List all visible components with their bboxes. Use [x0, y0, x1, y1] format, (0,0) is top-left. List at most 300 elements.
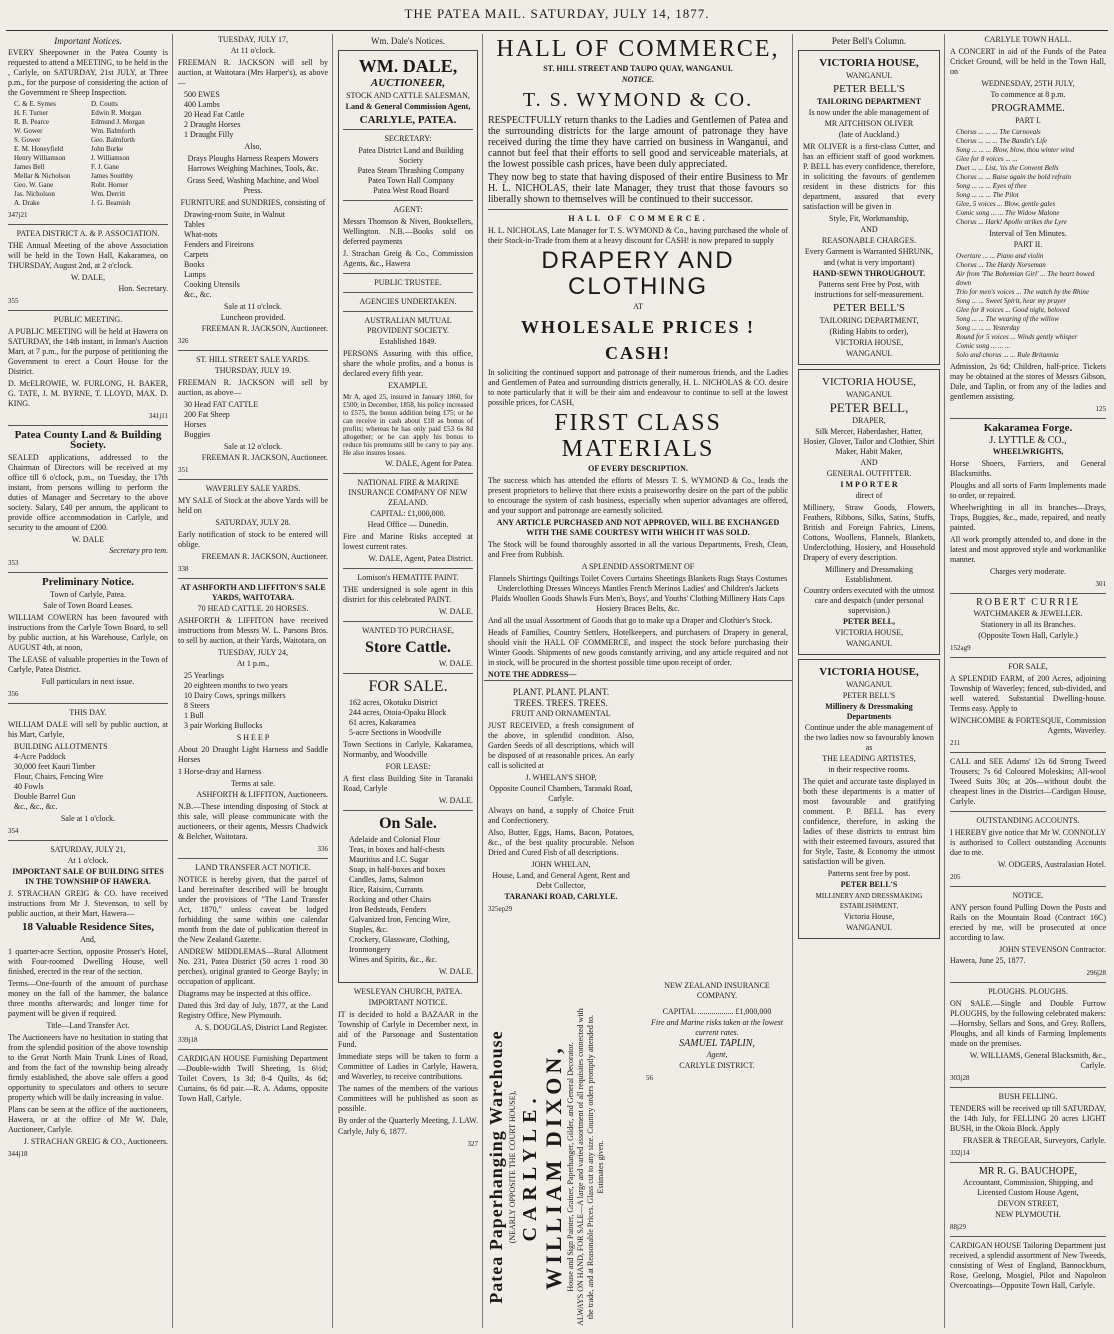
prelim-sub: Town of Carlyle, Patea. — [50, 590, 126, 599]
hall-notice: NOTICE. — [621, 75, 655, 84]
programme-item: Song ... ... Sweet Spirit, hear my prayer — [956, 297, 1067, 305]
signer-name: R. B. Pearce — [14, 118, 49, 126]
divider — [178, 1049, 328, 1050]
signer-name: F. J. Gane — [91, 163, 119, 171]
vh1-mgr2: (late of Auckland.) — [838, 130, 900, 139]
hall-text1: RESPECTFULLY return thanks to the Ladies and Gentlemen of Patea and the surrounding districts for the large amount of patronage they have received during the time they have carried on business in Wanganui, and cannot but feel that their efforts to sell good and serviceable materials, at the lowest possible cash prices, have been duly appreciated. — [488, 115, 788, 170]
ref-number: 211 — [950, 739, 961, 747]
pm-text: A PUBLIC MEETING will be held at Hawera on SATURDAY, the 14th instant, in Inman's Auction Mart, at 7 p.m., for the purpose of petitioning the Government to erect a Court House for the District. — [8, 327, 168, 376]
prelim-title: Preliminary Notice. — [41, 576, 135, 588]
vh3-dept: Millinery & Dressmaking Departments — [825, 702, 913, 721]
programme-title: PROGRAMME. — [991, 102, 1065, 114]
signer-name: H. F. Turner — [14, 109, 49, 117]
divider — [8, 572, 168, 573]
vh1-text3: Every Garment is Warranted SHRUNK, — [804, 247, 934, 256]
divider — [178, 578, 328, 579]
ref-number: 353 — [8, 559, 19, 567]
vh1-title: VICTORIA HOUSE, — [819, 57, 919, 69]
bf-sign: FRASER & TREGEAR, Surveyors, Carlyle. — [962, 1136, 1106, 1145]
imp-title: IMPORTANT SALE OF BUILDING SITES IN THE TOWNSHIP OF HAWERA. — [12, 867, 164, 886]
programme-item: Song ... ... ... Eyes of thee — [956, 182, 1027, 190]
oa-title: OUTSTANDING ACCOUNTS. — [976, 816, 1080, 825]
part1-title: PART I. — [1015, 116, 1041, 125]
amp-est: Established 1849. — [379, 337, 437, 346]
ins-capital: CAPITAL .................. £1,000,000 — [662, 1007, 772, 1016]
fs-sign: WINCHCOMBE & FORTESQUE, Commission Agents, Waverley. — [950, 716, 1106, 735]
forge-title: Kakaramea Forge. — [983, 422, 1073, 434]
note-address: NOTE THE ADDRESS— — [488, 670, 577, 679]
vh2-sign2: VICTORIA HOUSE, — [834, 628, 904, 637]
vh1-and: AND — [860, 225, 878, 234]
column-divider — [482, 34, 483, 1328]
hall-text4: In soliciting the continued support and patronage of their numerous friends, and the Ladies and Gentlemen of Patea and surrounding districts generally, H. L. NICHOLAS & CO. desire to note particularly that it will be their aim and endeavour to continue to sell at the lowest possible prices, for CASH, — [488, 368, 788, 407]
sat-title: SATURDAY, JULY 21, — [50, 845, 126, 854]
programme-item: Chorus ... ... ... The Carnovals — [956, 128, 1041, 136]
whelan-shop: J. WHELAN'S SHOP, — [525, 773, 597, 782]
hall-text2: They now beg to state that having disposed of their entire Business to Mr H. L. NICHOLAS, their late Manager, they trust that those favours so liberally shown to themselves will be continued to their successor. — [488, 172, 788, 205]
vh3-text: Continue under the able management of the two ladies now so favourably known as — [804, 723, 934, 752]
dixon-text: House and Sign Painter, Grainer, Paperhanger, Gilder, and General Decorator. — [566, 1042, 575, 1292]
assoc-text: THE Annual Meeting of the above Association will be held in the Town Hall, Kakaramea, on THURSDAY, August 2nd, at 2 o'clock. — [8, 241, 168, 270]
bau-text: Accountant, Commission, Shipping, and Licensed Custom House Agent, — [963, 1178, 1093, 1197]
signer-name: Edwin R. Morgan — [91, 109, 142, 117]
land-text: SEALED applications, addressed to the Chairman of Directors will be received at my office till 6 o'clock, p.m., on Tuesday, the 17th instant, from persons willing to perform the duties of Manager and Secretary to the above society. Salary, £40 per annum, the applicant to provide office accommodation in Carlyle, and security to the amount of £200. — [8, 453, 168, 532]
stock2-list — [184, 400, 328, 440]
programme-item: Glee for 8 voices ... Good night, beloved — [956, 306, 1070, 314]
signer-name: Jas. Nicholson — [14, 190, 55, 198]
lease-title: FOR LEASE: — [385, 762, 431, 771]
wav-title: WAVERLEY SALE YARDS. — [205, 484, 301, 493]
stock-list — [184, 90, 328, 140]
divider — [950, 1162, 1106, 1163]
signer-name: C. & E. Symes — [14, 100, 56, 108]
wes-text: IT is decided to hold a BAZAAR in the Township of Carlyle in December next, in aid of the Parsonage and Sustentation Fund. — [338, 1010, 478, 1049]
vh3-sign4: WANGANUI. — [846, 923, 892, 932]
tue-title: TUESDAY, JULY 17, — [217, 35, 289, 44]
programme-item: Trio for men's voices ... The watch by the Rhine — [956, 288, 1089, 296]
whelan-shop2: Opposite Council Chambers, Taranaki Road, Carlyle. — [489, 784, 633, 803]
paint-text: THE undersigned is sole agent in this district for this celebrated PAINT. — [343, 585, 473, 604]
list-item: 162 acres, Okotuku District — [349, 698, 438, 707]
list-item: Buggies — [184, 430, 211, 439]
ins-role: Agent, — [706, 1050, 728, 1059]
sale-time: Sale at 11 o'clock. — [223, 302, 282, 311]
nb-text: N.B.—These intending disposing of Stock at this sale, will please communicate with the auctioneers, or their agents, Messrs Chadwick & Belcher, Waitotara. — [178, 802, 328, 841]
thisday-title: THIS DAY. — [69, 708, 107, 717]
prelim-sub2: Sale of Town Board Leases. — [43, 601, 133, 610]
amp-sign: W. DALE, Agent for Patea. — [385, 459, 473, 468]
land-role: Secretary pro tem. — [109, 546, 168, 555]
programme-item: Glee, 5 voices ... Blow, gentle gales — [956, 200, 1056, 208]
greig-plans: Plans can be seen at the office of the auctioneers, Hawera, or at the office of Mr W. Dale, Auctioneer, Carlyle. — [8, 1105, 168, 1134]
divider — [950, 593, 1106, 594]
ref-number: 205 — [950, 873, 961, 881]
masthead: THE PATEA MAIL. SATURDAY, JULY 14, 1877. — [404, 6, 710, 21]
list-item: Wines and Spirits, &c., &c. — [349, 955, 438, 964]
ref-number: 325ep29 — [488, 905, 513, 913]
list-item: Soap, in half-boxes and boxes — [349, 865, 446, 874]
dale-items — [14, 742, 168, 812]
nfm-title: NATIONAL FIRE & MARINE INSURANCE COMPANY OF NEW ZEALAND. — [348, 478, 468, 507]
programme-item: Song ... ... The wearing of the willow — [956, 315, 1059, 323]
divider — [343, 673, 473, 674]
ref-number: 327 — [467, 1140, 478, 1148]
list-item: 40 Fowls — [14, 782, 44, 791]
signer-name: James Southby — [91, 172, 134, 180]
divider — [950, 1236, 1106, 1237]
dale-role: AUCTIONEER, — [370, 77, 446, 89]
divider — [178, 479, 328, 480]
at-label: AT — [633, 302, 643, 311]
list-item: 10 Dairy Cows, springs milkers — [184, 691, 286, 700]
sec-items — [349, 146, 473, 196]
signer-name: Geo. W. Gane — [14, 181, 54, 189]
programme-item: Overture ... ... Piano and violin — [956, 252, 1044, 260]
vh1-text4: and (what is very important) — [823, 258, 915, 267]
forge-text: Horse Shoers, Farriers, and General Blacksmiths. — [950, 459, 1106, 478]
vh1-sign3: (Riding Habits to order), — [829, 327, 909, 336]
list-item: &c., &c. — [184, 290, 212, 299]
divider — [343, 311, 473, 312]
column-divider — [332, 34, 333, 1328]
trustee: PUBLIC TRUSTEE. — [374, 278, 442, 287]
programme-item: Solo and chorus ... ... Rule Britannia — [956, 351, 1059, 359]
vh2-text2: Millinery, Straw Goods, Flowers, Feathers, Ribbons, Silks, Satins, Stuffs, British and Foreign Fabrics, Linens, Cottons, Woollens, Flannels, Blankets, Underclothing, Hosiery, and Household Drapery of every description. — [803, 503, 935, 562]
signer-name: Mellar & Nicholson — [14, 172, 71, 180]
whelan-text2: Always on hand, a supply of Choice Fruit and Confectionery. — [488, 806, 634, 825]
currie-name: ROBERT CURRIE — [976, 597, 1080, 608]
vh1-dept: TAILORING DEPARTMENT — [816, 97, 922, 106]
admission: Admission, 2s 6d; Children, half-price. Tickets may be obtained at the stores of Messrs Gibson, Dale, and Taplin, or from any of the ladies and gentlemen assisting. — [950, 362, 1106, 401]
notice-date: Hawera, June 25, 1877. — [950, 956, 1026, 965]
furniture: FURNITURE and SUNDRIES, consisting of — [180, 198, 326, 207]
assoc-title: PATEA DISTRICT A. & P. ASSOCIATION. — [16, 229, 160, 238]
column-2 — [174, 34, 332, 1328]
notice-sign: JOHN STEVENSON Contractor. — [999, 945, 1106, 954]
divider — [343, 810, 473, 811]
oa-text: I HEREBY give notice that Mr W. CONNOLLY is authorised to Collect outstanding Accounts due to me. — [950, 828, 1106, 857]
signer-name: John Burke — [91, 145, 124, 153]
list-item: Horses — [184, 420, 207, 429]
store-cattle: Store Cattle. — [365, 639, 451, 656]
vh1-mgr: MR AITCHISON OLIVER — [824, 119, 914, 128]
list-item: Rocking and other Chairs — [349, 895, 431, 904]
sheep-label: S H E E P — [236, 733, 270, 742]
ch-text: A CONCERT in aid of the Funds of the Patea Cricket Ground, will be held in the Town Hall, on — [950, 47, 1106, 76]
firstclass-headline: FIRST CLASS MATERIALS — [554, 410, 722, 462]
pl-sign: W. WILLIAMS, General Blacksmith, &c., Carlyle. — [969, 1051, 1106, 1070]
divider — [8, 310, 168, 311]
divider — [343, 292, 473, 293]
forge-text2: Ploughs and all sorts of Farm Implements made to order, or repaired. — [950, 481, 1106, 500]
vh1-sign2: TAILORING DEPARTMENT, — [819, 316, 919, 325]
vh3-name: PETER BELL'S — [842, 691, 896, 700]
ref-number: 296j28 — [1086, 969, 1106, 977]
list-item: Cooking Utensils — [184, 280, 240, 289]
signer-name: Henry Williamson — [14, 154, 66, 162]
forge-name: J. LYTTLE & CO., — [989, 435, 1067, 446]
ins-title: NEW ZEALAND INSURANCE COMPANY. — [664, 981, 770, 1000]
paint-title: Lomison's HEMATITE PAINT. — [357, 573, 459, 582]
paint-sign: W. DALE. — [438, 607, 473, 616]
column-7 — [946, 34, 1110, 1328]
vh2-title: VICTORIA HOUSE, — [822, 376, 916, 388]
goods-list: Flannels Shirtings Quiltings Toilet Covers Curtains Sheetings Blankets Rugs Stays Costumes Underclothing Dresses Winceys Mantles French Merinos Ladies' and Children's Jackets Plaids Woollen Goods Shawls Furs Men's, Boys', and Youths' Clothing Millinery Hats Caps Hosiery Braces Belts, &c. — [488, 574, 788, 613]
ref-number: 332j14 — [950, 1149, 970, 1157]
greig-and: And, — [80, 935, 96, 944]
vh1-hand: HAND-SEWN THROUGHOUT. — [812, 269, 926, 278]
hall-of-commerce-ad — [484, 34, 792, 682]
vh2-place: WANGANUI. — [846, 390, 892, 399]
tue-time: At 11 o'clock. — [230, 46, 276, 55]
list-item: 3 pair Working Bullocks — [184, 721, 263, 730]
every-desc: OF EVERY DESCRIPTION. — [588, 464, 688, 473]
dixon-sub: (NEARLY OPPOSITE THE COURT HOUSE), — [508, 1090, 517, 1244]
part1-items — [956, 128, 1106, 227]
ash-sign: ASHFORTH & LIFFITON, Auctioneers. — [196, 790, 328, 799]
agencies: AGENCIES UNDERTAKEN. — [359, 297, 457, 306]
currie-role: WATCHMAKER & JEWELLER. — [973, 609, 1083, 618]
hall-title: HALL OF COMMERCE, — [496, 36, 780, 62]
ref-number: 355 — [8, 297, 19, 305]
signer-name: A. Drake — [14, 199, 40, 207]
ref-number: 336 — [317, 845, 328, 853]
forge-role: WHEELWRIGHTS, — [992, 447, 1064, 456]
jackson-sign: FREEMAN R. JACKSON, Auctioneer. — [201, 453, 328, 462]
vh3-artists: THE LEADING ARTISTES, — [822, 754, 916, 763]
ref-number: 152ag9 — [950, 644, 971, 652]
list-item: 4-Acre Paddock — [14, 752, 66, 761]
signer-name: S. Gower — [14, 136, 41, 144]
hall-addr: ST. HILL STREET AND TAUPO QUAY, WANGANUI. — [543, 64, 733, 73]
divider — [343, 273, 473, 274]
divider — [950, 811, 1106, 812]
list-item: 1 Bull — [184, 711, 204, 720]
vh3-place: WANGANUI. — [846, 680, 892, 689]
vh1-name: PETER BELL'S — [833, 83, 905, 95]
ch-title: CARLYLE TOWN HALL. — [984, 35, 1072, 44]
greig-sign: J. STRACHAN GREIG & CO., Auctioneers. — [23, 1137, 168, 1146]
signers-list — [14, 100, 168, 208]
whelan-text1: JUST RECEIVED, a fresh consignment of the above, in splendid condition. Also, Garden Seeds of all descriptions, which will be disposed of at reasonable prices. An early call is solicited at — [488, 721, 634, 770]
lunch: Luncheon provided. — [220, 313, 286, 322]
list-item: Carpets — [184, 250, 209, 259]
vh2-name: PETER BELL, — [829, 400, 909, 415]
trees-title: TREES. TREES. TREES. — [514, 698, 608, 708]
list-item: 1 Draught Filly — [184, 130, 234, 139]
divider — [488, 209, 788, 210]
programme-item: Air from 'The Bohemian Girl' ... The heart bowed down — [956, 270, 1095, 287]
section-title: Important Notices. — [54, 36, 122, 46]
vh3-text4: Patterns sent free by post. — [827, 869, 911, 878]
wav-text: MY SALE of Stock at the above Yards will be held on — [178, 496, 328, 515]
divider — [950, 982, 1106, 983]
vh1-box — [798, 50, 940, 365]
lease-text: A first class Building Site in Taranaki Road, Carlyle — [343, 774, 473, 793]
ch-date: WEDNESDAY, 25TH JULY, — [981, 79, 1075, 88]
part2-items — [956, 252, 1106, 360]
programme-item: Comic song ... ... The Widow Malone — [956, 209, 1060, 217]
divider — [8, 840, 168, 841]
wav-text2: Early notification of stock to be entered will oblige. — [178, 530, 328, 549]
divider — [484, 680, 792, 681]
amp-text: PERSONS Assuring with this office, share the whole profits, and a bonus is declared every fifth year. — [343, 349, 473, 378]
column-1 — [4, 34, 172, 1328]
pl-title: PLOUGHS. PLOUGHS. — [988, 987, 1068, 996]
dixon-ad-inner — [484, 1006, 634, 1328]
list-item: 20 Head Fat Cattle — [184, 110, 245, 119]
vh1-text: Is now under the able management of — [808, 108, 930, 117]
programme-item: Chorus ... The Hardy Norseman — [956, 261, 1046, 269]
furn-items — [184, 210, 328, 300]
wes-sub: IMPORTANT NOTICE. — [368, 998, 448, 1007]
list-item: Fenders and Fireirons — [184, 240, 254, 249]
any-article: ANY ARTICLE PURCHASED AND NOT APPROVED, WILL BE EXCHANGED WITH THE SAME COURTESY WITH WHICH IT WAS SOLD. — [496, 518, 780, 537]
vh2-sign: PETER BELL, — [842, 617, 895, 626]
sat-time: At 1 o'clock. — [67, 856, 109, 865]
ref-number: 354 — [8, 827, 19, 835]
divider — [950, 886, 1106, 887]
notice-title: NOTICE. — [1012, 891, 1044, 900]
lta-date: Dated this 3rd day of July, 1877, at the Land Registry Office, New Plymouth. — [178, 1001, 328, 1020]
list-item: 400 Lambs — [184, 100, 220, 109]
pl-text: ON SALE.—Single and Double Furrow PLOUGHS, by the following celebrated makers:—Hornsby, Sellars and Sons, and Grey. Rollers, Ploughs, and all kinds of Farming Implements made on the premises. — [950, 999, 1106, 1048]
ash-time: At 1 p.m., — [236, 659, 270, 668]
list-item: &c., &c., &c. — [14, 802, 58, 811]
dale-time: Sale at 1 o'clock. — [60, 814, 116, 823]
lta-text: NOTICE is hereby given, that the parcel of Land hereinafter described will be brought under the provisions of "The Land Transfer Act, 1870," unless caveat be lodged forbidding the same within one calendar month from the date of publication thereof in the New Zealand Gazette. — [178, 875, 328, 944]
masthead-rule — [6, 30, 1108, 31]
nz-insurance-ad — [642, 980, 792, 1100]
divider — [950, 657, 1106, 658]
programme-item: Comic song ... ... ... — [956, 342, 1011, 350]
yards-title: ST. HILL STREET SALE YARDS. — [196, 355, 310, 364]
nfm-text: Fire and Marine Risks accepted at lowest current rates. — [343, 532, 473, 551]
dixon-title: Patea Paperhanging Warehouse — [486, 1030, 506, 1304]
terms: Terms at sale. — [230, 779, 276, 788]
vh2-box — [798, 369, 940, 655]
ash-text: ASHFORTH & LIFFITON have received instructions from Messrs W. L. Parsons Bros. to sell by auction, at their Yards, Waitotara, on — [178, 616, 328, 645]
column-header: Peter Bell's Column. — [831, 36, 907, 46]
list-item: Lamps — [184, 270, 206, 279]
vh3-sign: PETER BELL'S — [840, 880, 898, 889]
ref-number: 338 — [178, 565, 189, 573]
programme-item: Chorus ... ... Raise again the bold refrain — [956, 173, 1072, 181]
agent-text: Messrs Thomson & Niven, Booksellers, Wellington. N.B.—Books sold on deferred payments — [343, 217, 473, 246]
ref-number: 56 — [646, 1074, 653, 1082]
dixon-ad — [484, 1006, 634, 1328]
signer-name: Edmund J. Morgan — [91, 118, 145, 126]
jackson-sign: FREEMAN R. JACKSON, Auctioneer. — [201, 324, 328, 333]
vh2-text3: Country orders executed with the utmost care and despatch (under personal supervision.) — [803, 586, 935, 615]
list-item: 20 eighteen months to two years — [184, 681, 288, 690]
bf-title: BUSH FELLING. — [998, 1092, 1058, 1101]
nfm-sign: W. DALE, Agent, Patea District. — [368, 554, 473, 563]
wav-date: SATURDAY, JULY 28. — [215, 518, 291, 527]
programme-item: Chorus ... ... ... The Bandit's Life — [956, 137, 1048, 145]
programme-item: Glee for 8 voices ... ... — [956, 155, 1018, 163]
vh2-text: Silk Mercer, Haberdasher, Hatter, Hosier, Glover, Tailor and Clothier, Shirt Maker, Habit Maker, — [803, 427, 935, 456]
vh1-text2: MR OLIVER is a first-class Cutter, and has an efficient staff of good workmen. P. BELL has every confidence, therefore, in soliciting the favours of gentlemen resident in these districts for this department, assured that every satisfaction will be given in — [803, 142, 935, 211]
lease-sign: W. DALE. — [438, 796, 473, 805]
sheep-text: About 20 Draught Light Harness and Saddle Horses — [178, 745, 328, 764]
divider — [178, 350, 328, 351]
whelan-addr: TARANAKI ROAD, CARLYLE. — [504, 892, 618, 901]
divider — [178, 858, 328, 859]
list-item: Patea Town Hall Company — [367, 176, 455, 185]
programme-item: Chorus ... Hark! Apollo strikes the Lyre — [956, 218, 1067, 226]
vh2-and: AND — [860, 458, 878, 467]
divider — [343, 473, 473, 474]
sale-text: Town Sections in Carlyle, Kakaramea, Normanby, and Woodville — [343, 740, 473, 759]
list-item: 200 Fat Sheep — [184, 410, 230, 419]
lta-text2: ANDREW MIDDLEMAS—Rural Allotment No. 231, Patea District (50 acres 1 rood 30 perches), original granted to George Bayly; in occupation of applicant. — [178, 947, 328, 986]
cowern-text2: The LEASE of valuable properties in the Town of Carlyle, Patea District. — [8, 655, 168, 674]
amp-text2: Mr A, aged 25, insured in January 1860, for £500; in December, 1858, his policy increased to £575, the bonus addition being £75; or he can receive in cash about £18 as bonus of profits; whereas he has only paid £53 6s 8d altogether; or he can apply his bonus to reduce his premiums still be carry to pay any. He also insures losses. — [343, 393, 473, 457]
divider — [8, 425, 168, 426]
wes-sign: By order of the Quarterly Meeting, J. LAW. — [338, 1116, 478, 1125]
oa-sign: W. ODGERS, Australasian Hotel. — [997, 860, 1106, 869]
wes-text3: The names of the members of the various Committees will be published as soon as possible. — [338, 1084, 478, 1113]
vh2-importer: I M P O R T E R — [840, 480, 898, 489]
forge-text3: Wheelwrighting in all its branches—Drays, Traps, Buggies, &c., made, repaired, and neatly painted. — [950, 503, 1106, 532]
cardigan-text: CARDIGAN HOUSE Furnishing Department—Double-width Twill Sheeting, 1s 6½d; Toilet Covers, 1s 3d; 8-4 Quilts, 4s 6d; Curtains, 6s 6d pair.—R. A. Adams, opposite Town Hall, Carlyle. — [178, 1054, 328, 1103]
onsale-sign: W. DALE. — [438, 967, 473, 976]
forge-text5: Charges very moderate. — [989, 567, 1067, 576]
whelan-name: JOHN WHELAN, — [531, 860, 591, 869]
hall-text5: The success which has attended the efforts of Messrs T. S. WYMOND & Co., leads the present proprietors to believe that there exists a praiseworthy desire on the part of the public to encourage the system of cash business, especially when superior advantages are offered, and your support and patronage are earnestly solicited. — [488, 476, 788, 515]
bau-addr: DEVON STREET, — [997, 1199, 1059, 1208]
fs-title: FOR SALE, — [1008, 662, 1048, 671]
ash-title: AT ASHFORTH AND LIFFITON'S SALE YARDS, WAITOTARA. — [180, 583, 326, 602]
greig-title2: Title—Land Transfer Act. — [46, 1021, 130, 1030]
column-header: Wm. Dale's Notices. — [370, 36, 446, 46]
lta-sign: A. S. DOUGLAS, District Land Register. — [194, 1023, 328, 1032]
vh2-mill: Millinery and Dressmaking Establishment. — [825, 565, 913, 584]
list-item: Galvanized Iron, Fencing Wire, Staples, &c. — [349, 915, 451, 934]
divider — [950, 418, 1106, 419]
list-item: Mauritius and I.C. Sugar — [349, 855, 429, 864]
forsale-title: FOR SALE. — [368, 678, 448, 695]
ref-number: 344j18 — [8, 1150, 28, 1158]
vh2-outfit: GENERAL OUTFITTER. — [826, 469, 912, 478]
currie-addr: (Opposite Town Hall, Carlyle.) — [978, 631, 1078, 640]
list-item: Patea West Road Board — [373, 186, 449, 195]
dale-text: WILLIAM DALE will sell by public auction, at his Mart, Carlyle, — [8, 720, 168, 739]
whelan-text3: Also, Butter, Eggs, Hams, Bacon, Potatoes, &c., of the best quality procurable. Nelson Dried and Cured Fish of all descriptions. — [488, 828, 634, 857]
jackson-sign: FREEMAN R. JACKSON, Auctioneer. — [201, 552, 328, 561]
ref-number: 347j21 — [8, 211, 28, 219]
vh3-text3: The quiet and accurate taste displayed in both these departments is a matter of most favourable and gratifying comment. P. BELL has every confidence, therefore, in asking the ladies of these districts to entrust him with their esteemed favours, assured that for Style, Taste, & Economy the utmost satisfaction will be given. — [803, 777, 935, 866]
signer-name: Wm. Balmforth — [91, 127, 136, 135]
cardigan2-text: CARDIGAN HOUSE Tailoring Department just received, a splendid assortment of New Tweeds, consisting of West of England, Bannockburn, Rose, Geelong, Mosgiel, Pilot and Napoleon Overcoatings—Opposite Town Hall, Carlyle. — [950, 1241, 1106, 1290]
hall2-title: HALL OF COMMERCE. — [568, 214, 708, 223]
list-item: 30 Head FAT CATTLE — [184, 400, 259, 409]
amp-example: EXAMPLE. — [388, 381, 428, 390]
forge-text4: All work promptly attended to, and done in the latest and most approved style and workmanlike manner. — [950, 535, 1106, 564]
signer-name: Geo. Balmforth — [91, 136, 135, 144]
currie-text: Stationery in all its Branches. — [980, 620, 1076, 629]
wholesale-headline: WHOLESALE PRICES ! CASH! — [520, 317, 756, 363]
ref-number: 351 — [178, 466, 189, 474]
assort-title: A SPLENDID ASSORTMENT OF — [581, 562, 695, 571]
ch-time: To commence at 8 p.m. — [990, 90, 1066, 99]
vh2-sign3: WANGANUI. — [846, 639, 892, 648]
adams-text: CALL and SEE Adams' 12s 6d Strong Tweed Trousers; 7s 6d Coloured Moleskins; All-wool Tweed Suits 30s; at 20s—without doubt the cheapest lines in the District—Cardigan House, Carlyle. — [950, 757, 1106, 806]
ash-stock: 70 HEAD CATTLE. 20 HORSES. — [197, 604, 309, 613]
list-item: 500 EWES — [184, 90, 220, 99]
part2-title: PART II. — [1013, 240, 1043, 249]
